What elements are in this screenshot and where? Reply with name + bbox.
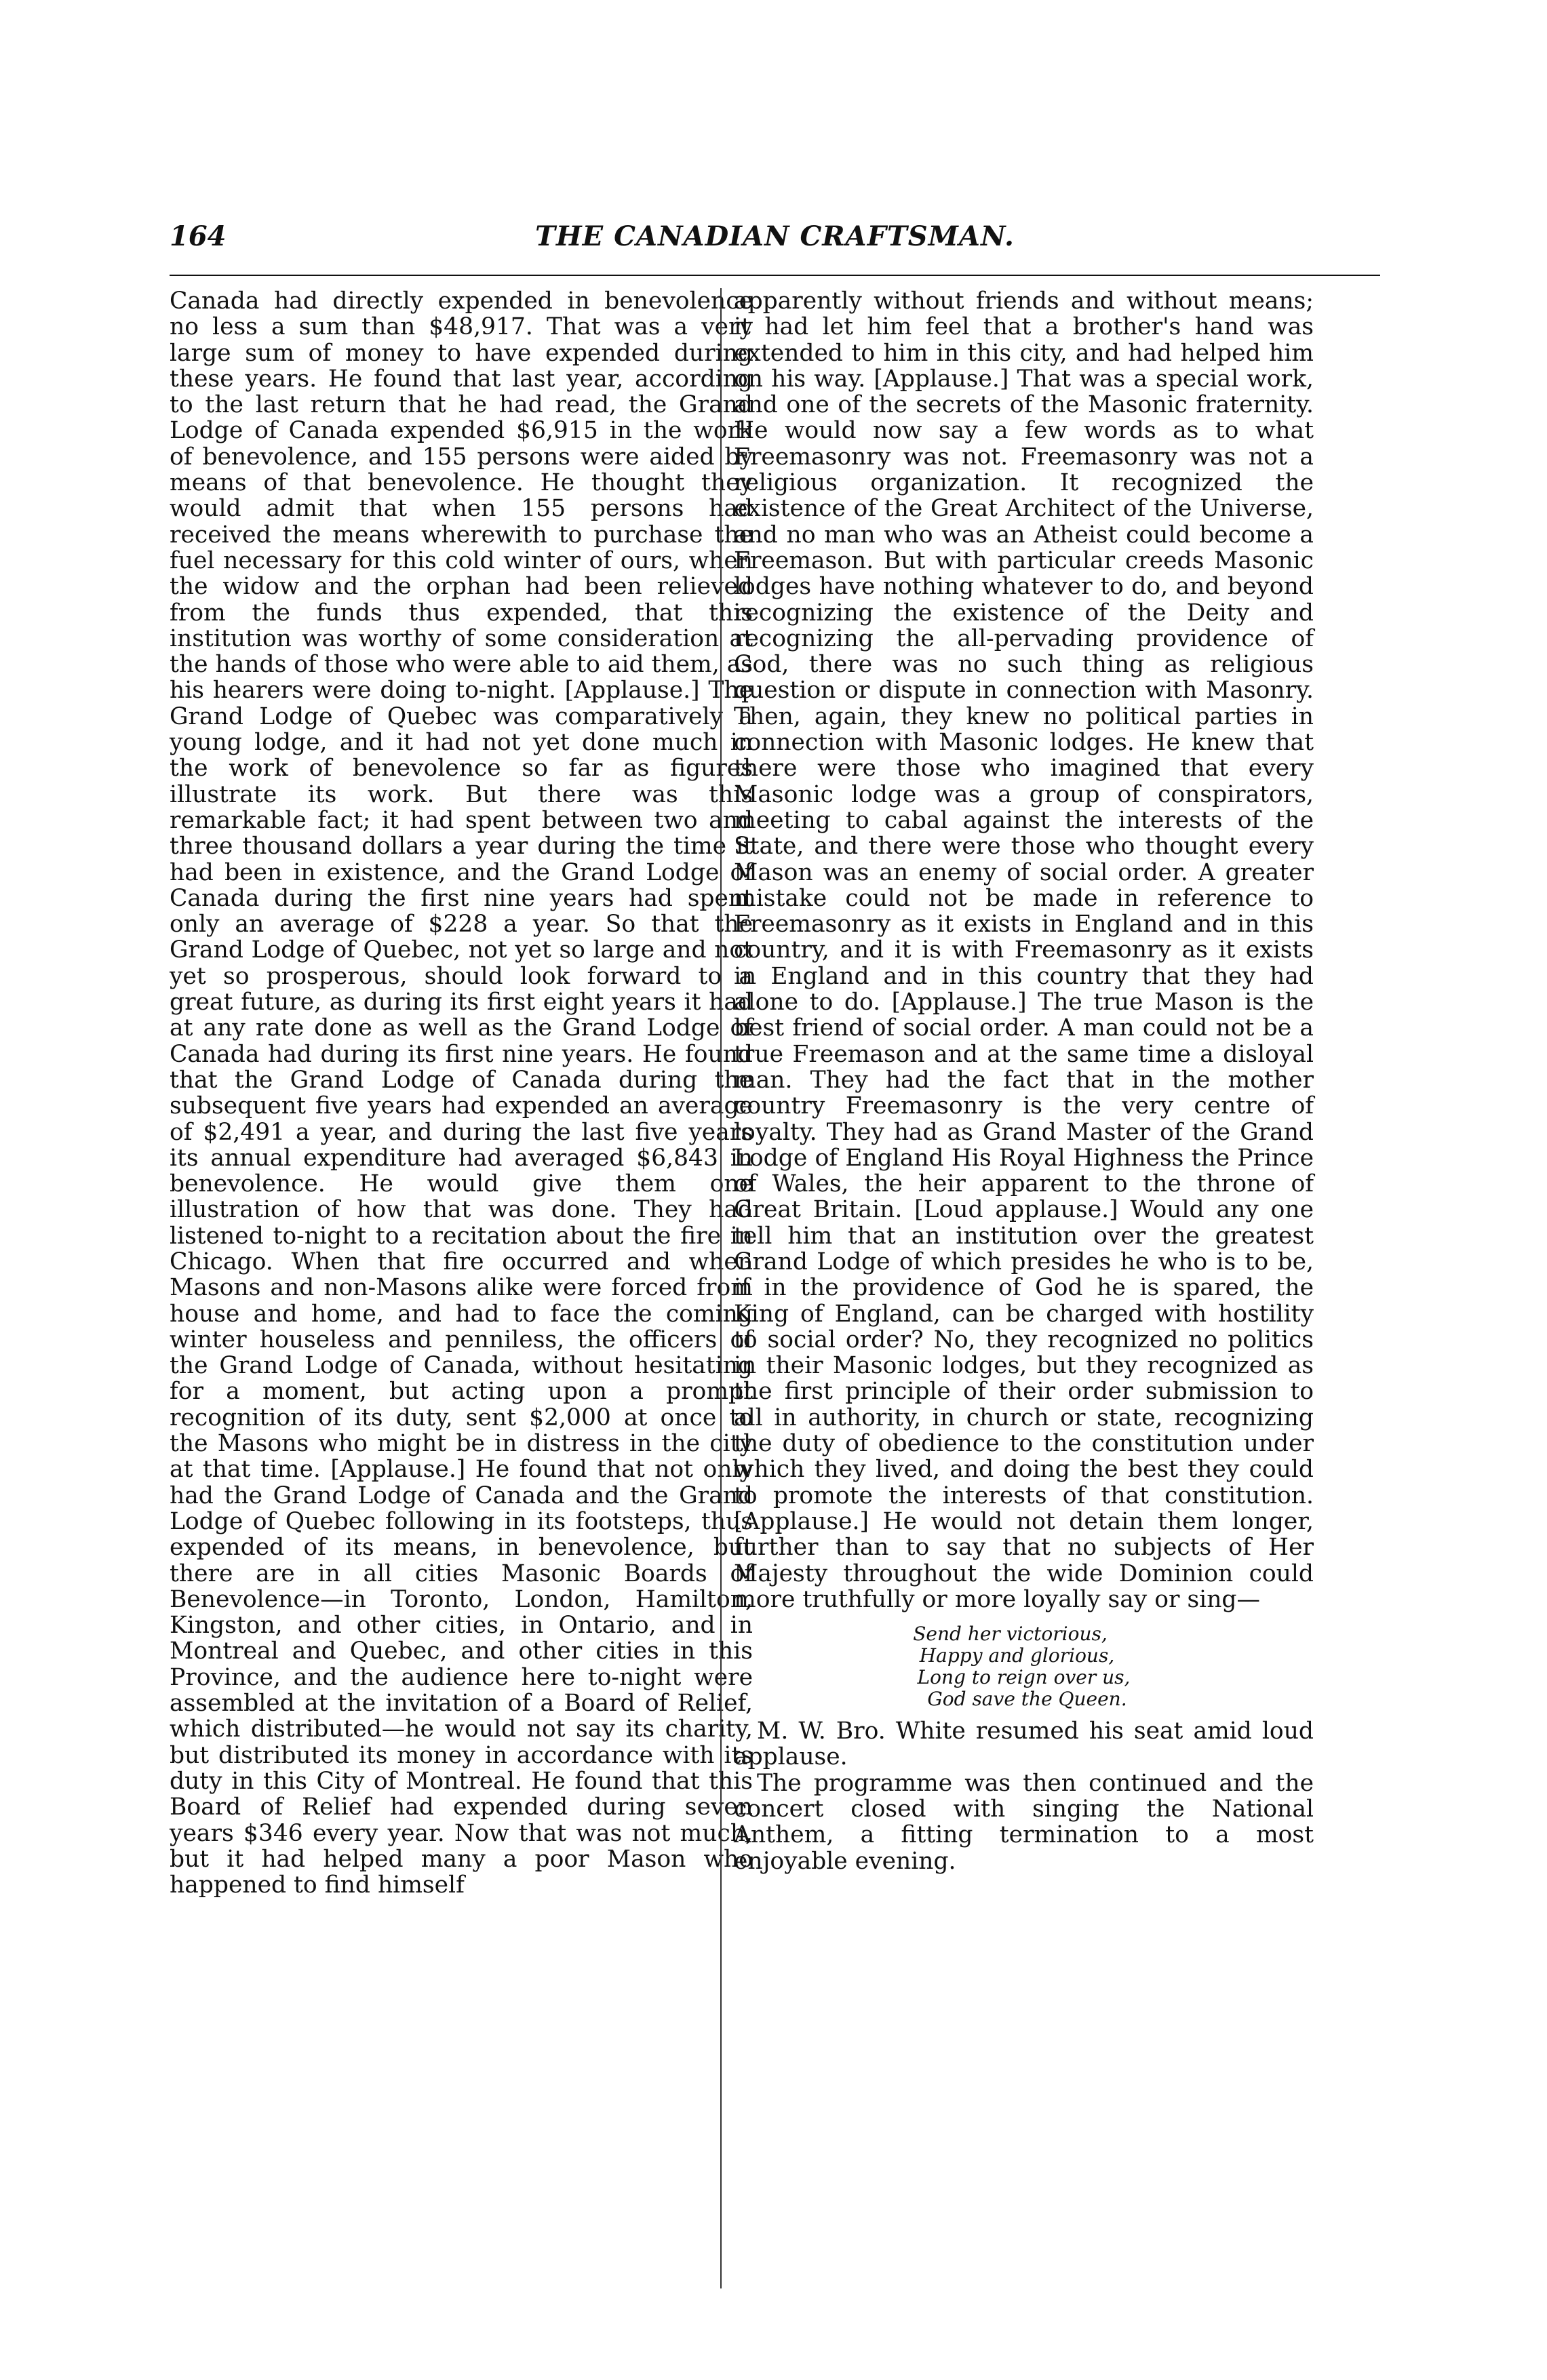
- anthem-verse: [734, 1623, 1314, 1710]
- verse-line: God save the Queen.: [927, 1688, 1127, 1711]
- verse-line: Long to reign over us,: [917, 1666, 1131, 1689]
- column-divider: [720, 288, 722, 2288]
- page-number: 164: [170, 220, 227, 252]
- running-head: [170, 220, 1380, 268]
- right-column: [734, 288, 1314, 1874]
- verse-line: Happy and glorious,: [919, 1644, 1115, 1667]
- right-column-paragraph-2: M. W. Bro. White resumed his seat amid loud applause.: [734, 1718, 1314, 1771]
- right-column-paragraph-3: The programme was then continued and the concert closed with singing the National Anthem, a fitting termination to a most enjoyable evening.: [734, 1769, 1314, 1875]
- left-column: [170, 288, 753, 1898]
- left-column-paragraph: Canada had directly expended in benevolence no less a sum than $48,917. That was a very large sum of money to have expended during these years. He found that last year, according to the last return that he had read, the Grand Lodge of Canada expended $6,915 in the work of benevolence, and 155 persons were aided by means of that benevolence. He thought they would admit that when 155 persons had received the means wherewith to purchase the fuel necessary for this cold winter of ours, when the widow and the orphan had been relieved from the funds thus expended, that this institution was worthy of some consideration at the hands of those who were able to aid them, as his hearers were doing to-night. [Applause.] The Grand Lodge of Quebec was comparatively a young lodge, and it had not yet done much in the work of benevolence so far as figures illustrate its work. But there was this remarkable fact; it had spent between two and three thousand dollars a year during the time it had been in existence, and the Grand Lodge of Canada during the first nine years had spent only an average of $228 a year. So that the Grand Lodge of Quebec, not yet so large and not yet so prosperous, should look forward to a great future, as during its first eight years it had at any rate done as well as the Grand Lodge of Canada had during its first nine years. He found that the Grand Lodge of Canada during the subsequent five years had expended an average of $2,491 a year, and during the last five years its annual expenditure had averaged $6,843 in benevolence. He would give them one illustration of how that was done. They had listened to-night to a recitation about the fire in Chicago. When that fire occurred and when Masons and non-Masons alike were forced from house and home, and had to face the coming winter houseless and penniless, the officers of the Grand Lodge of Canada, without hesitating for a moment, but acting upon a prompt recognition of its duty, sent $2,000 at once to the Masons who might be in distress in the city at that time. [Applause.] He found that not only had the Grand Lodge of Canada and the Grand Lodge of Quebec following in its footsteps, thus expended of its means, in benevolence, but there are in all cities Masonic Boards of Benevolence—in Toronto, London, Hamilton, Kingston, and other cities, in Ontario, and in Montreal and Quebec, and other cities in this Province, and the audience here to-night were assembled at the invitation of a Board of Relief, which distributed—he would not say its charity, but distributed its money in accordance with its duty in this City of Montreal. He found that this Board of Relief had expended during seven years $346 every year. Now that was not much, but it had helped many a poor Mason who happened to find himself: [170, 287, 753, 1899]
- journal-title: THE CANADIAN CRAFTSMAN.: [535, 220, 1015, 252]
- verse-line: Send her victorious,: [913, 1623, 1108, 1646]
- header-rule: [170, 275, 1380, 276]
- right-column-paragraph-1: apparently without friends and without means; it had let him feel that a brother's hand was extended to him in this city, and had helped him on his way. [Applause.] That was a special work, and one of the secrets of the Masonic fraternity. He would now say a few words as to what Freemasonry was not. Freemasonry was not a religious organization. It recognized the existence of the Great Architect of the Universe, and no man who was an Atheist could become a Freemason. But with particular creeds Masonic lodges have nothing whatever to do, and beyond recognizing the existence of the Deity and recognizing the all-pervading providence of God, there was no such thing as religious question or dispute in connection with Masonry. Then, again, they knew no political parties in connection with Masonic lodges. He knew that there were those who imagined that every Masonic lodge was a group of conspirators, meeting to cabal against the interests of the State, and there were those who thought every Mason was an enemy of social order. A greater mistake could not be made in reference to Freemasonry as it exists in England and in this country, and it is with Freemasonry as it exists in England and in this country that they had alone to do. [Applause.] The true Mason is the best friend of social order. A man could not be a true Freemason and at the same time a disloyal man. They had the fact that in the mother country Freemasonry is the very centre of loyalty. They had as Grand Master of the Grand Lodge of England His Royal Highness the Prince of Wales, the heir apparent to the throne of Great Britain. [Loud applause.] Would any one tell him that an institution over the greatest Grand Lodge of which presides he who is to be, if in the providence of God he is spared, the King of England, can be charged with hostility to social order? No, they recognized no politics in their Masonic lodges, but they recognized as the first principle of their order submission to all in authority, in church or state, recognizing the duty of obedience to the constitution under which they lived, and doing the best they could to promote the interests of that constitution. [Applause.] He would not detain them longer, further than to say that no subjects of Her Majesty throughout the wide Dominion could more truthfully or more loyally say or sing—: [734, 287, 1314, 1613]
